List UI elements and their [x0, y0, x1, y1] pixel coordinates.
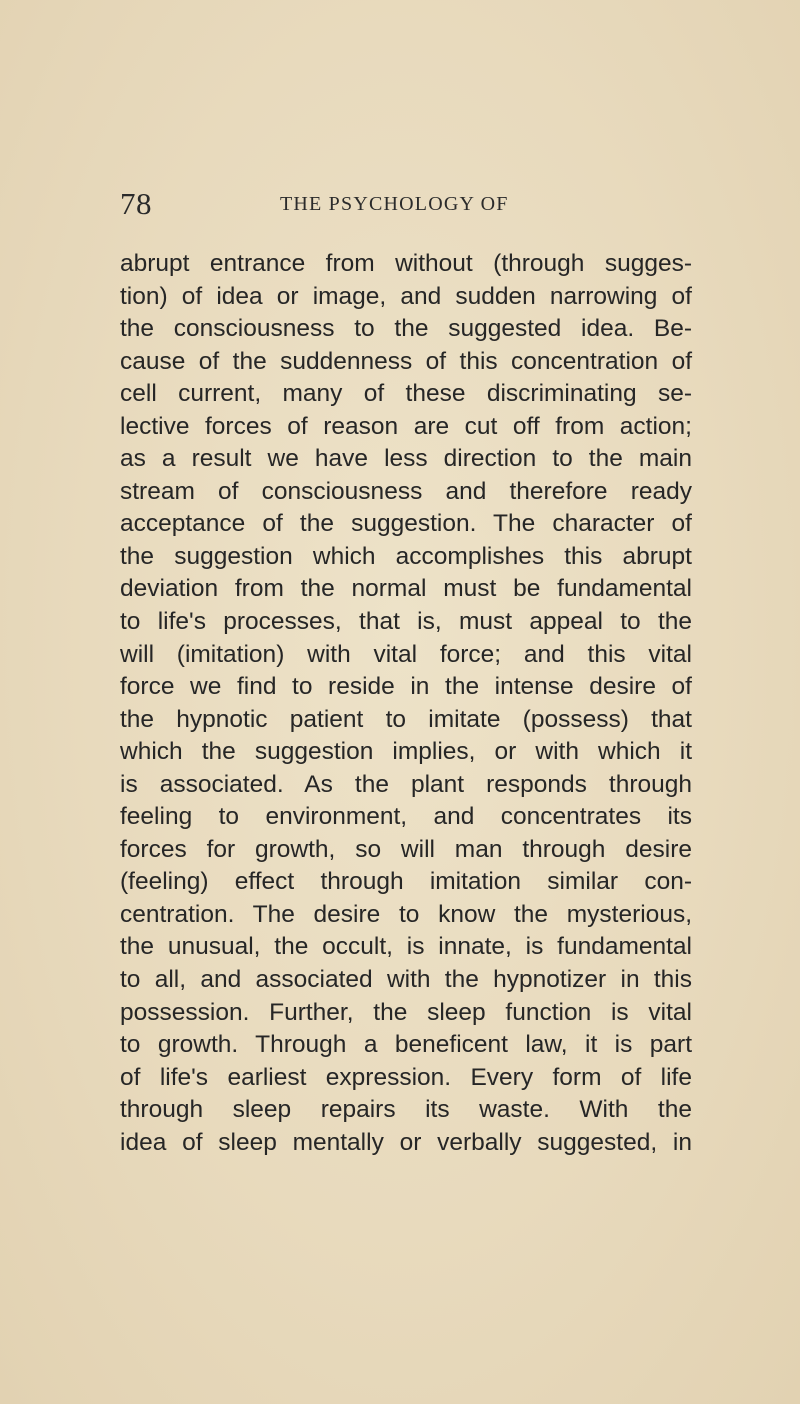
text-line: idea of sleep mentally or verbally suggested, in [120, 1128, 692, 1156]
text-line: acceptance of the suggestion. The character of [120, 510, 692, 538]
page-header [120, 186, 692, 226]
text-line: the suggestion which accomplishes this abrupt [120, 542, 692, 570]
text-line: through sleep repairs its waste. With the [120, 1096, 692, 1124]
text-line: lective forces of reason are cut off from action; [120, 412, 692, 440]
running-head: THE PSYCHOLOGY OF [280, 193, 509, 215]
text-line: of life's earliest expression. Every form of life [120, 1063, 692, 1091]
text-line: tion) of idea or image, and sudden narrowing of [120, 282, 692, 310]
body-text [120, 248, 692, 1159]
text-line: is associated. As the plant responds through [120, 770, 692, 798]
text-line: the hypnotic patient to imitate (possess) that [120, 705, 692, 733]
text-line: abrupt entrance from without (through sugges- [120, 250, 692, 277]
page-number: 78 [120, 186, 152, 221]
text-line: possession. Further, the sleep function is vital [120, 998, 692, 1026]
text-line: the unusual, the occult, is innate, is fundamental [120, 933, 692, 961]
text-line: to growth. Through a beneficent law, it is part [120, 1031, 692, 1059]
text-line: forces for growth, so will man through desire [120, 835, 692, 863]
text-line: to life's processes, that is, must appeal to the [120, 608, 692, 636]
text-line: the consciousness to the suggested idea. Be- [120, 315, 692, 343]
text-line: force we find to reside in the intense desire of [120, 673, 692, 701]
text-line: to all, and associated with the hypnotizer in this [120, 966, 692, 994]
text-line: will (imitation) with vital force; and this vital [120, 640, 692, 668]
text-line: stream of consciousness and therefore ready [120, 477, 692, 505]
text-line: which the suggestion implies, or with which it [120, 738, 692, 766]
text-line: centration. The desire to know the mysterious, [120, 900, 692, 928]
text-line: cell current, many of these discriminating se- [120, 380, 692, 408]
text-line: cause of the suddenness of this concentration of [120, 347, 692, 375]
text-line: as a result we have less direction to the main [120, 445, 692, 473]
text-line: deviation from the normal must be fundamental [120, 575, 692, 603]
text-line: (feeling) effect through imitation similar con- [120, 868, 692, 896]
text-line: feeling to environment, and concentrates its [120, 803, 692, 831]
